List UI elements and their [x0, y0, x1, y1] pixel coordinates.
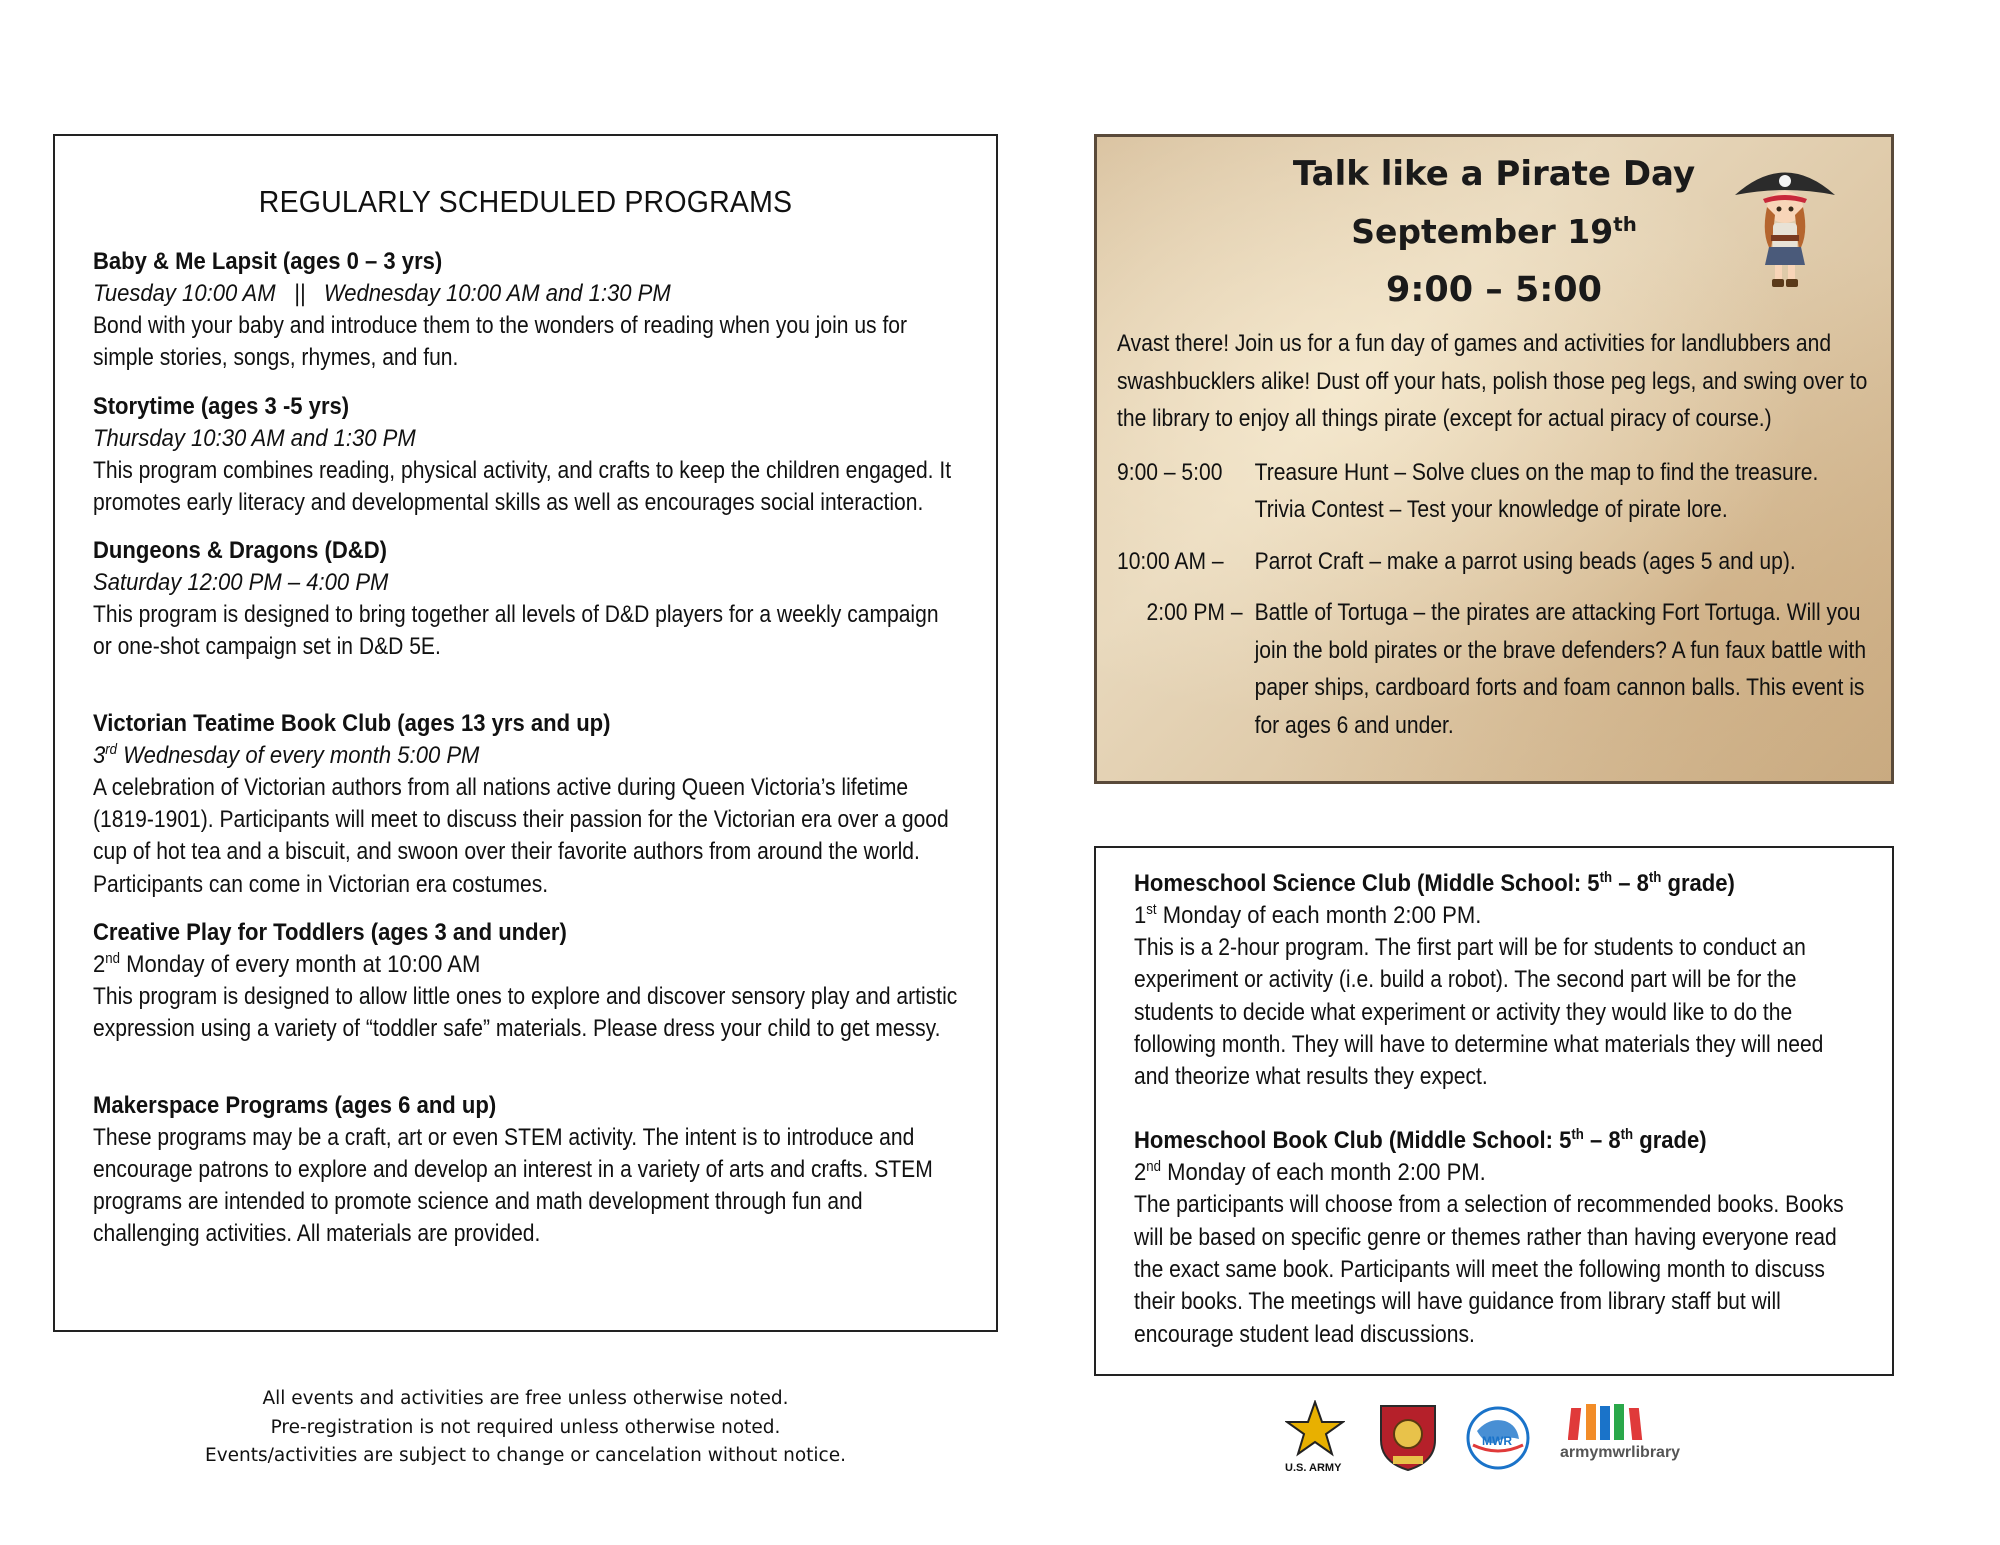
schedule-activities — [1255, 454, 1874, 529]
schedule-time: 2:00 PM – — [1146, 599, 1243, 626]
footer-line: Pre-registration is not required unless otherwise noted. — [270, 1416, 781, 1438]
ordinal-suffix: rd — [105, 741, 118, 758]
boot-left — [1772, 279, 1784, 287]
homeschool-title — [1134, 868, 1782, 900]
grade-suffix: th — [1648, 869, 1662, 886]
schedule-text: Wednesday of every month 5:00 PM — [117, 741, 480, 769]
activity-line: Trivia Contest – Test your knowledge of pirate lore. — [1254, 496, 1728, 523]
pirate-hours: 9:00 – 5:00 — [1386, 270, 1602, 310]
skull-emblem — [1779, 175, 1791, 187]
program-description: This program combines reading, physical activity, and crafts to keep the children engaged. It promotes early literacy and developmental skills as well as encourages social interaction. — [93, 456, 952, 516]
homeschool-schedule — [1134, 900, 1782, 932]
title-text: Homeschool Science Club (Middle School: 5 — [1134, 870, 1600, 897]
boot-right — [1786, 279, 1798, 287]
program-schedule: Tuesday 10:00 AM || Wednesday 10:00 AM and 1:30 PM — [93, 280, 671, 307]
eye-left — [1777, 207, 1782, 212]
title-text: – 8 — [1583, 1127, 1621, 1155]
footer-notes — [53, 1385, 998, 1471]
grade-suffix: th — [1599, 869, 1613, 886]
pirate-intro: Avast there! Join us for a fun day of games and activities for landlubbers and swashbucklers alike! Dust off your hats, polish those peg legs, and swing over to the library to enjoy all things pirate (except for actual piracy of course.) — [1117, 330, 1868, 432]
schedule-time: 10:00 AM – — [1117, 547, 1224, 575]
regular-programs-panel — [53, 134, 998, 1332]
program-title: Baby & Me Lapsit (ages 0 – 3 yrs) — [93, 248, 443, 275]
schedule-row — [1117, 594, 1874, 744]
footer-line: Events/activities are subject to change or cancelation without notice. — [205, 1445, 846, 1466]
library-label: armymwrlibrary — [1560, 1444, 1681, 1461]
program-title: Storytime (ages 3 -5 yrs) — [93, 392, 350, 420]
army-label: U.S. ARMY — [1285, 1462, 1342, 1474]
homeschool-description: The participants will choose from a selection of recommended books. Books will be based on specific genre or themes rather than having everyone read the exact same book. Participants will meet the following month to discuss their books. The meetings will have guidance from library staff but will encourage student lead discussions. — [1134, 1191, 1844, 1348]
activity-line: Parrot Craft – make a parrot using beads (ages 5 and up). — [1254, 547, 1796, 575]
grade-suffix: th — [1620, 1127, 1634, 1144]
date-text: September 19 — [1351, 212, 1614, 251]
homeschool-description: This is a 2-hour program. The first part will be for students to conduct an experiment or activity (i.e. build a robot). The second part will be for the students to decide what experiment or activity they would like to do the following month. They will have to determine what materials they will need and theorize what results they expect. — [1134, 934, 1824, 1091]
program-title: Creative Play for Toddlers (ages 3 and under) — [93, 918, 567, 946]
schedule-text: Monday of each month 2:00 PM. — [1160, 1159, 1486, 1187]
skirt — [1765, 247, 1805, 265]
ordinal-suffix: nd — [105, 950, 120, 967]
ordinal-number: 1 — [1134, 902, 1147, 929]
program-schedule — [93, 740, 872, 772]
army-star-icon — [1285, 1400, 1345, 1462]
ordinal-number: 2 — [93, 950, 106, 978]
pirate-girl-illustration — [1725, 155, 1845, 295]
activity-line: Battle of Tortuga – the pirates are attacking Fort Tortuga. Will you join the bold pirates or the brave defenders? A fun faux battle with paper ships, cardboard forts and foam cannon balls. This event is for ages 6 and under. — [1254, 599, 1867, 739]
pirate-title: Talk like a Pirate Day — [1292, 154, 1696, 194]
program-title: Dungeons & Dragons (D&D) — [93, 537, 388, 565]
schedule-time: 9:00 – 5:00 — [1117, 458, 1223, 486]
schedule-row — [1117, 543, 1874, 581]
ordinal-suffix: nd — [1146, 1159, 1161, 1176]
garrison-crest-icon — [1375, 1400, 1441, 1472]
program-title: Makerspace Programs (ages 6 and up) — [93, 1091, 497, 1119]
ordinal-number: 3 — [93, 741, 106, 769]
homeschool-panel — [1094, 846, 1894, 1376]
program-description: This program is designed to bring together all levels of D&D players for a weekly campaign or one-shot campaign set in D&D 5E. — [93, 601, 939, 661]
program-description: These programs may be a craft, art or even STEM activity. The intent is to introduce and encourage patrons to explore and develop an interest in a variety of arts and crafts. STEM programs are intended to promote science and math development through fun and challenging activities. All materials are provided. — [93, 1123, 933, 1248]
program-title: Victorian Teatime Book Club (ages 13 yrs and up) — [93, 709, 611, 737]
program-description: A celebration of Victorian authors from all nations active during Queen Victoria’s lifetime (1819-1901). Participants will meet to discuss their passion for the Victorian era over a good cup of hot tea and a biscuit, and swoon over their favorite authors from around the world. Participants can come in Victorian era costumes. — [93, 773, 949, 898]
schedule-row — [1117, 454, 1874, 529]
schedule-text: Monday of each month 2:00 PM. — [1156, 902, 1482, 929]
program-item — [93, 708, 958, 901]
homeschool-program — [1134, 1125, 1854, 1350]
grade-suffix: th — [1571, 1127, 1584, 1144]
title-text: – 8 — [1612, 870, 1649, 897]
schedule-text: Monday of every month at 10:00 AM — [119, 950, 481, 978]
homeschool-title — [1134, 1125, 1782, 1157]
homeschool-schedule — [1134, 1157, 1782, 1189]
eye-right — [1789, 207, 1794, 212]
program-item — [93, 1090, 958, 1251]
schedule-activities — [1255, 543, 1874, 581]
sponsor-logos — [1285, 1400, 1735, 1480]
library-books-icon — [1568, 1400, 1648, 1442]
program-schedule: Saturday 12:00 PM – 4:00 PM — [93, 569, 389, 597]
title-text: grade) — [1633, 1127, 1707, 1155]
ordinal-suffix: st — [1146, 901, 1157, 918]
date-suffix: th — [1613, 213, 1637, 236]
mwr-label: MWR — [1482, 1434, 1512, 1448]
title-text: Homeschool Book Club (Middle School: 5 — [1134, 1127, 1572, 1155]
program-item — [93, 391, 958, 520]
program-item — [93, 535, 958, 664]
belt — [1771, 235, 1799, 241]
program-description: This program is designed to allow little ones to explore and discover sensory play and artistic expression using a variety of “toddler safe” materials. Please dress your child to get messy. — [93, 982, 958, 1043]
activity-line: Treasure Hunt – Solve clues on the map to find the treasure. — [1254, 458, 1819, 486]
program-description: Bond with your baby and introduce them to the wonders of reading when you join us for simple stories, songs, rhymes, and fun. — [93, 312, 908, 372]
program-item — [93, 917, 958, 1046]
homeschool-program — [1134, 868, 1854, 1093]
program-schedule — [93, 949, 872, 981]
title-text: grade) — [1661, 870, 1735, 897]
schedule-activities — [1255, 594, 1874, 744]
footer-line: All events and activities are free unless otherwise noted. — [262, 1388, 789, 1409]
program-schedule: Thursday 10:30 AM and 1:30 PM — [93, 424, 416, 452]
program-item — [93, 246, 958, 375]
panel-title: REGULARLY SCHEDULED PROGRAMS — [258, 184, 793, 219]
ordinal-number: 2 — [1134, 1159, 1147, 1187]
